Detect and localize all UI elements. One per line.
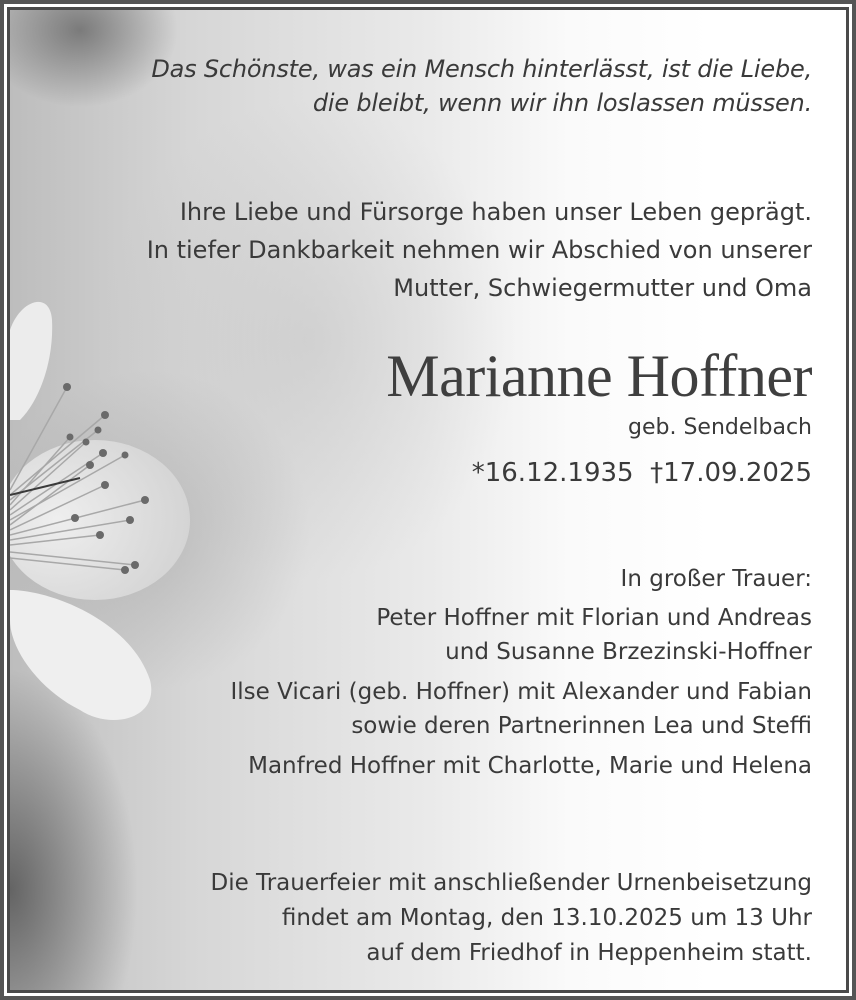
mourner-line: sowie deren Partnerinnen Lea und Steffi	[351, 713, 812, 739]
mourner-line: Ilse Vicari (geb. Hoffner) mit Alexander und Fabian	[230, 679, 812, 705]
intro-line: Mutter, Schwiegermutter und Oma	[393, 274, 812, 302]
maiden-name: geb. Sendelbach	[628, 415, 812, 440]
life-dates	[472, 453, 812, 493]
mourner-group	[231, 675, 813, 743]
mourner-group	[231, 601, 813, 669]
ceremony-line: Die Trauerfeier mit anschließender Urnenbeisetzung	[210, 870, 812, 896]
intro-line: Ihre Liebe und Fürsorge haben unser Leben geprägt.	[179, 198, 812, 226]
mourners-list	[231, 601, 813, 789]
birth-date: *16.12.1935	[471, 458, 634, 488]
intro-text	[147, 193, 812, 307]
mourner-line: Manfred Hoffner mit Charlotte, Marie und Helena	[248, 753, 812, 779]
mourning-title: In großer Trauer:	[620, 566, 812, 592]
ceremony-info	[211, 866, 813, 971]
obituary-notice	[7, 7, 849, 993]
memorial-quote	[151, 52, 812, 120]
mourner-group	[231, 749, 813, 783]
ceremony-line: findet am Montag, den 13.10.2025 um 13 Uhr	[281, 905, 812, 931]
flower-icon	[10, 290, 220, 730]
ceremony-line: auf dem Friedhof in Heppenheim statt.	[366, 940, 812, 966]
intro-line: In tiefer Dankbarkeit nehmen wir Abschied von unserer	[146, 236, 812, 264]
mourner-line: und Susanne Brzezinski-Hoffner	[445, 639, 812, 665]
deceased-name: Marianne Hoffner	[386, 343, 812, 409]
quote-line: die bleibt, wenn wir ihn loslassen müssen.	[312, 89, 812, 117]
quote-line: Das Schönste, was ein Mensch hinterlässt, ist die Liebe,	[151, 55, 812, 83]
mourner-line: Peter Hoffner mit Florian und Andreas	[376, 605, 812, 631]
death-date: †17.09.2025	[650, 458, 812, 488]
